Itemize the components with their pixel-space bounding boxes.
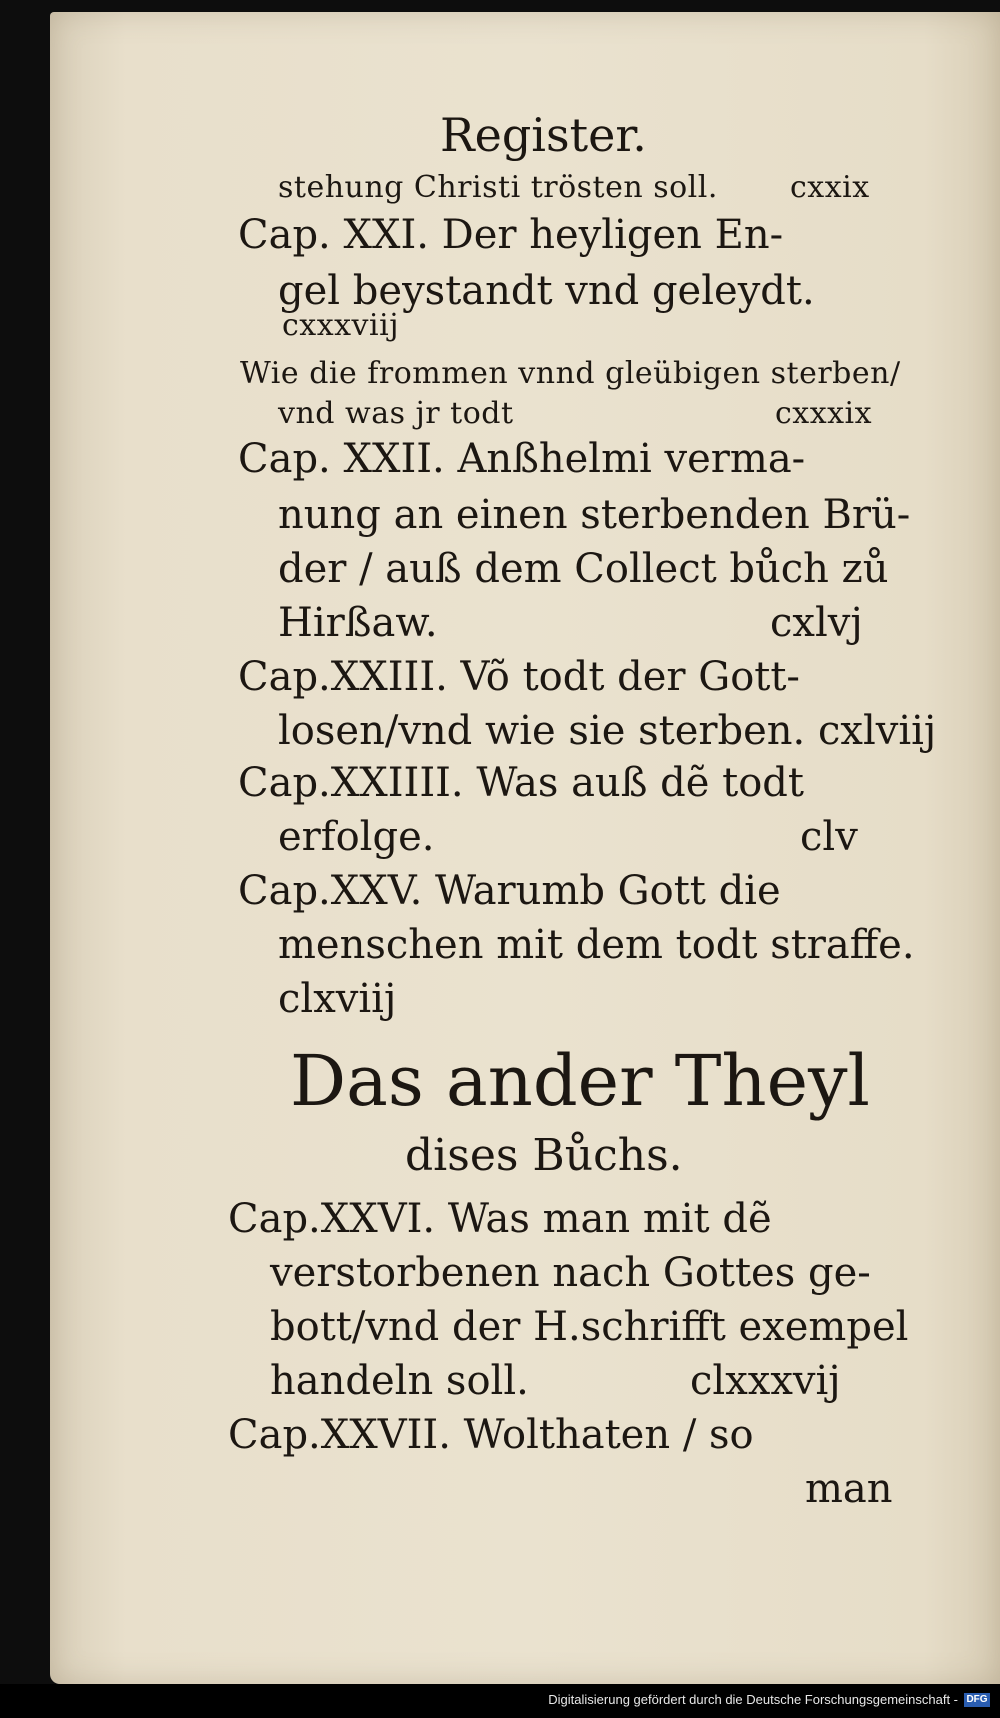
section-subheading: dises Bůchs. [405,1130,683,1181]
page-reference: cxlvj [770,600,863,646]
page-reference: cxxxix [775,396,873,431]
text-line: Wie die frommen vnnd gleübigen sterben/ [240,356,901,391]
text-line: losen/vnd wie sie sterben. cxlviij [278,708,937,754]
chapter-entry: Cap.XXIII. Võ todt der Gott- [238,654,800,700]
text-line: verstorbenen nach Gottes ge- [270,1250,871,1296]
dfg-logo-icon: DFG [964,1693,990,1707]
text-line: stehung Christi trösten soll. [278,170,718,205]
running-head: Register. [440,108,647,162]
footer-credit: Digitalisierung gefördert durch die Deutsche Forschungsgemeinschaft - [548,1692,958,1707]
text-line: gel beystandt vnd geleydt. [278,268,815,314]
section-heading: Das ander Theyl [290,1040,870,1122]
page-reference: cxxix [790,170,870,205]
text-line: handeln soll. [270,1358,529,1404]
text-line: der / auß dem Collect bůch zů [278,546,889,592]
chapter-entry: Cap. XXII. Anßhelmi verma- [238,436,806,482]
text-line: menschen mit dem todt straffe. [278,922,915,968]
page-reference: clv [800,814,858,860]
text-line: nung an einen sterbenden Brü- [278,492,911,538]
chapter-entry: Cap.XXVII. Wolthaten / so [228,1412,754,1458]
chapter-entry: Cap.XXIIII. Was auß dẽ todt [238,760,804,806]
text-line: vnd was jr todt [278,396,514,431]
text-line: Hirßaw. [278,600,438,646]
footer-bar [0,1684,1000,1718]
page-reference: clxxxvij [690,1358,841,1404]
text-line: erfolge. [278,814,435,860]
page-reference: clxviij [278,976,397,1022]
chapter-entry: Cap. XXI. Der heyligen En- [238,212,784,258]
catchword: man [805,1466,893,1512]
text-line: bott/vnd der H.schrifft exempel [270,1304,909,1350]
page-reference: cxxxviij [282,308,399,343]
chapter-entry: Cap.XXV. Warumb Gott die [238,868,781,914]
chapter-entry: Cap.XXVI. Was man mit dẽ [228,1196,772,1242]
